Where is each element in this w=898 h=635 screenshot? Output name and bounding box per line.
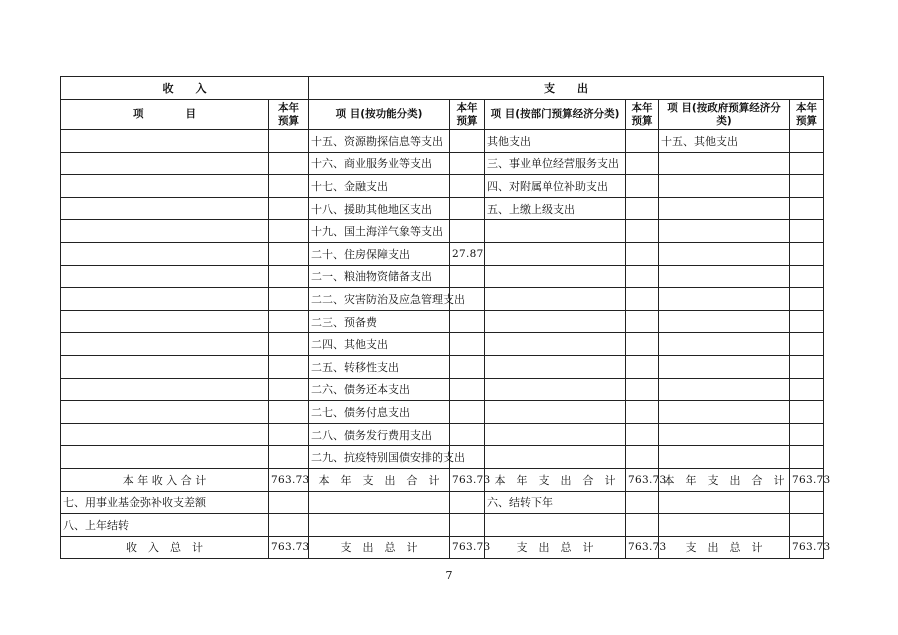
empty-cell: [626, 491, 659, 514]
empty-cell: [309, 491, 450, 514]
gov-value-cell: [790, 446, 824, 469]
table-row: [61, 265, 824, 288]
income-total-label: 本 年 收 入 合 计: [61, 468, 269, 491]
income-value-cell: [269, 378, 309, 401]
income-value-cell: [269, 130, 309, 153]
income-value-cell: [269, 355, 309, 378]
func-grand-value: 763.73: [450, 536, 485, 559]
gov-value-cell: [790, 378, 824, 401]
dept-item-cell: [485, 355, 626, 378]
dept-value-cell: [626, 220, 659, 243]
gov-item-cell: [659, 446, 790, 469]
item-gov-header: 项 目(按政府预算经济分类): [659, 100, 790, 130]
empty-cell: [269, 514, 309, 537]
income-value-cell: [269, 265, 309, 288]
income-item-cell: [61, 446, 269, 469]
gov-value-cell: [790, 152, 824, 175]
func-grand-label: 支 出 总 计: [309, 536, 450, 559]
empty-cell: [450, 514, 485, 537]
income-item-cell: [61, 130, 269, 153]
dept-value-cell: [626, 446, 659, 469]
income-value-cell: [269, 242, 309, 265]
gov-item-cell: [659, 378, 790, 401]
func-value-cell: [450, 333, 485, 356]
gov-item-cell: [659, 355, 790, 378]
income-item-cell: [61, 333, 269, 356]
dept-value-cell: [626, 242, 659, 265]
dept-value-cell: [626, 175, 659, 198]
func-item-cell: 二六、债务还本支出: [309, 378, 450, 401]
income-value-cell: [269, 152, 309, 175]
extra-row-1: [61, 491, 824, 514]
gov-grand-value: 763.73: [790, 536, 824, 559]
gov-item-cell: [659, 152, 790, 175]
func-item-cell: 十六、商业服务业等支出: [309, 152, 450, 175]
func-item-cell: 二二、灾害防治及应急管理支出: [309, 288, 450, 311]
gov-value-cell: [790, 130, 824, 153]
gov-total-label: 本 年 支 出 合 计: [659, 468, 790, 491]
dept-item-cell: 三、事业单位经营服务支出: [485, 152, 626, 175]
dept-value-cell: [626, 310, 659, 333]
table-row: [61, 242, 824, 265]
gov-item-cell: [659, 423, 790, 446]
gov-value-cell: [790, 401, 824, 424]
gov-value-cell: [790, 355, 824, 378]
dept-value-cell: [626, 288, 659, 311]
func-total-label: 本 年 支 出 合 计: [309, 468, 450, 491]
table-row: [61, 310, 824, 333]
gov-value-cell: [790, 333, 824, 356]
dept-item-cell: [485, 242, 626, 265]
income-item-cell: [61, 197, 269, 220]
func-value-cell: [450, 197, 485, 220]
table-row: [61, 288, 824, 311]
func-item-cell: 十七、金融支出: [309, 175, 450, 198]
dept-value-cell: [626, 333, 659, 356]
income-value-cell: [269, 401, 309, 424]
income-value-cell: [269, 220, 309, 243]
table-row: [61, 401, 824, 424]
gov-value-cell: [790, 242, 824, 265]
gov-item-cell: [659, 288, 790, 311]
func-item-cell: 二四、其他支出: [309, 333, 450, 356]
dept-total-label: 本 年 支 出 合 计: [485, 468, 626, 491]
gov-item-cell: [659, 333, 790, 356]
gov-item-cell: [659, 401, 790, 424]
dept-item-cell: [485, 220, 626, 243]
dept-value-cell: [626, 355, 659, 378]
dept-grand-label: 支 出 总 计: [485, 536, 626, 559]
income-item-cell: [61, 242, 269, 265]
income-grand-label: 收 入 总 计: [61, 536, 269, 559]
table-row: [61, 446, 824, 469]
empty-cell: [309, 514, 450, 537]
dept-value-cell: [626, 401, 659, 424]
func-item-cell: 二八、债务发行费用支出: [309, 423, 450, 446]
gov-total-value: 763.73: [790, 468, 824, 491]
fund-balance-label: 七、用事业基金弥补收支差额: [61, 491, 269, 514]
dept-item-cell: [485, 423, 626, 446]
income-item-cell: [61, 265, 269, 288]
header-row-1: [61, 77, 824, 100]
budget-header: 本年 预算: [626, 100, 659, 130]
dept-item-cell: 五、上缴上级支出: [485, 197, 626, 220]
dept-item-cell: [485, 446, 626, 469]
gov-grand-label: 支 出 总 计: [659, 536, 790, 559]
income-value-cell: [269, 197, 309, 220]
func-total-value: 763.73: [450, 468, 485, 491]
func-item-cell: 二五、转移性支出: [309, 355, 450, 378]
table-row: [61, 423, 824, 446]
fund-balance-value: [269, 491, 309, 514]
dept-item-cell: [485, 378, 626, 401]
table-row: [61, 220, 824, 243]
income-value-cell: [269, 423, 309, 446]
gov-item-cell: [659, 197, 790, 220]
income-item-cell: [61, 175, 269, 198]
func-value-cell: [450, 310, 485, 333]
table-row: [61, 197, 824, 220]
func-value-cell: [450, 423, 485, 446]
empty-cell: [659, 514, 790, 537]
header-row-2: [61, 100, 824, 130]
item-header: 项 目: [61, 100, 269, 130]
table-row: [61, 175, 824, 198]
func-value-cell: [450, 355, 485, 378]
income-item-cell: [61, 288, 269, 311]
dept-value-cell: [626, 130, 659, 153]
extra-row-2: [61, 514, 824, 537]
func-item-cell: 十九、国土海洋气象等支出: [309, 220, 450, 243]
gov-value-cell: [790, 220, 824, 243]
income-item-cell: [61, 423, 269, 446]
dept-value-cell: [626, 152, 659, 175]
income-value-cell: [269, 333, 309, 356]
func-value-cell: [450, 175, 485, 198]
gov-item-cell: [659, 175, 790, 198]
income-item-cell: [61, 355, 269, 378]
table-row: [61, 378, 824, 401]
dept-item-cell: [485, 333, 626, 356]
income-total-value: 763.73: [269, 468, 309, 491]
empty-cell: [485, 514, 626, 537]
table-row: [61, 130, 824, 153]
func-value-cell: [450, 152, 485, 175]
dept-item-cell: [485, 310, 626, 333]
dept-item-cell: [485, 401, 626, 424]
carry-forward-label: 六、结转下年: [485, 491, 626, 514]
income-header: 收 入: [61, 77, 309, 100]
item-dept-header: 项 目(按部门预算经济分类): [485, 100, 626, 130]
dept-value-cell: [626, 265, 659, 288]
func-item-cell: 十五、资源勘探信息等支出: [309, 130, 450, 153]
prior-year-label: 八、上年结转: [61, 514, 269, 537]
func-value-cell: [450, 130, 485, 153]
func-item-cell: 二九、抗疫特别国债安排的支出: [309, 446, 450, 469]
func-item-cell: 二一、粮油物资储备支出: [309, 265, 450, 288]
dept-item-cell: [485, 265, 626, 288]
gov-item-cell: [659, 220, 790, 243]
income-value-cell: [269, 446, 309, 469]
empty-cell: [659, 491, 790, 514]
item-func-header: 项 目(按功能分类): [309, 100, 450, 130]
income-grand-value: 763.73: [269, 536, 309, 559]
budget-header: 本年 预算: [269, 100, 309, 130]
income-value-cell: [269, 175, 309, 198]
dept-value-cell: [626, 378, 659, 401]
expenditure-header: 支 出: [309, 77, 824, 100]
budget-table: [60, 76, 831, 559]
income-item-cell: [61, 152, 269, 175]
gov-value-cell: [790, 423, 824, 446]
gov-value-cell: [790, 288, 824, 311]
func-item-cell: 十八、援助其他地区支出: [309, 197, 450, 220]
income-value-cell: [269, 288, 309, 311]
dept-item-cell: 四、对附属单位补助支出: [485, 175, 626, 198]
gov-value-cell: [790, 197, 824, 220]
dept-value-cell: [626, 197, 659, 220]
gov-item-cell: [659, 265, 790, 288]
func-item-cell: 二三、预备费: [309, 310, 450, 333]
table-row: [61, 355, 824, 378]
dept-item-cell: [485, 288, 626, 311]
func-value-cell: [450, 265, 485, 288]
dept-grand-value: 763.73: [626, 536, 659, 559]
empty-cell: [790, 491, 824, 514]
gov-item-cell: 十五、其他支出: [659, 130, 790, 153]
totals-row: [61, 468, 824, 491]
grand-total-row: [61, 536, 824, 559]
gov-value-cell: [790, 265, 824, 288]
income-item-cell: [61, 378, 269, 401]
empty-cell: [450, 491, 485, 514]
dept-item-cell: 其他支出: [485, 130, 626, 153]
dept-total-value: 763.73: [626, 468, 659, 491]
gov-item-cell: [659, 242, 790, 265]
income-item-cell: [61, 220, 269, 243]
gov-value-cell: [790, 175, 824, 198]
dept-value-cell: [626, 423, 659, 446]
income-value-cell: [269, 310, 309, 333]
gov-value-cell: [790, 310, 824, 333]
income-item-cell: [61, 401, 269, 424]
empty-cell: [790, 514, 824, 537]
func-value-cell: 27.87: [450, 242, 485, 265]
table-row: [61, 333, 824, 356]
func-value-cell: [450, 220, 485, 243]
func-value-cell: [450, 401, 485, 424]
income-item-cell: [61, 310, 269, 333]
func-item-cell: 二七、债务付息支出: [309, 401, 450, 424]
budget-header: 本年 预算: [790, 100, 824, 130]
empty-cell: [626, 514, 659, 537]
budget-header: 本年 预算: [450, 100, 485, 130]
page-number: 7: [445, 569, 453, 582]
func-item-cell: 二十、住房保障支出: [309, 242, 450, 265]
gov-item-cell: [659, 310, 790, 333]
func-value-cell: [450, 378, 485, 401]
table-row: [61, 152, 824, 175]
